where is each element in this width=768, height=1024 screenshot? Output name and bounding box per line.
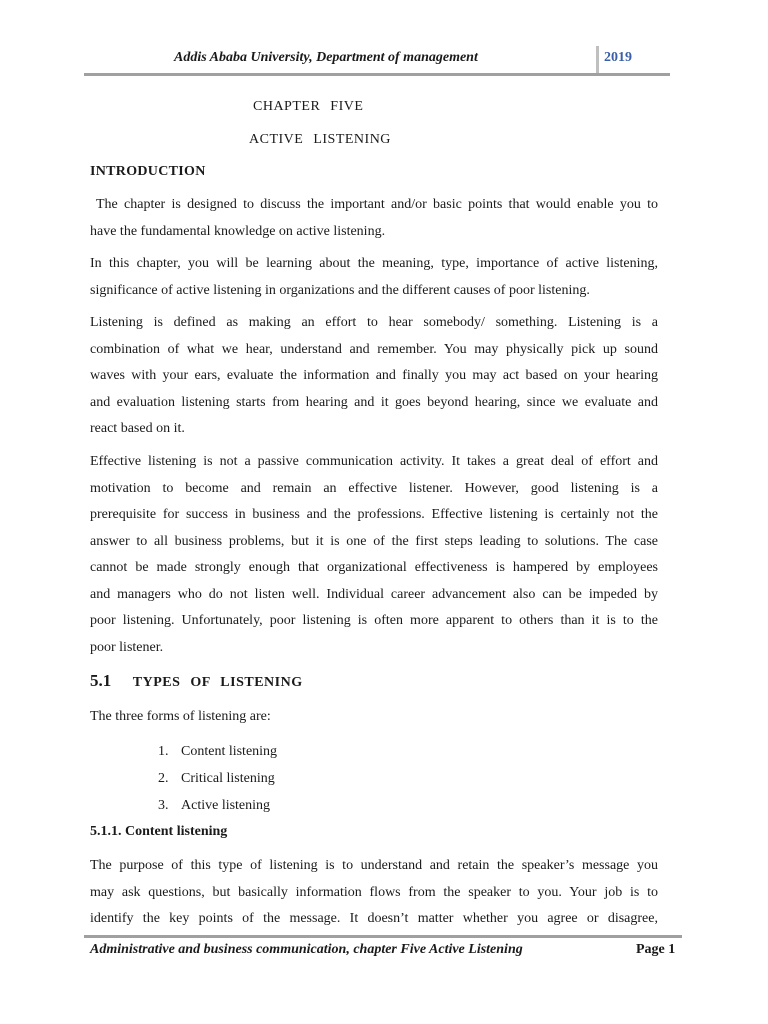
paragraph-line: poor listening. Unfortunately, poor listening is often more apparent to others than it is to the [90, 613, 658, 628]
list-item [158, 738, 277, 765]
section-title: TYPES OF LISTENING [132, 675, 303, 690]
paragraph [90, 853, 658, 933]
footer-rule [84, 935, 682, 938]
page-number: Page 1 [636, 942, 676, 957]
section-intro: The three forms of listening are: [90, 709, 271, 724]
paragraph-line: identify the key points of the message. It doesn’t matter whether you agree or disagree, [90, 911, 658, 926]
list-label: Content listening [181, 744, 278, 759]
chapter-title: CHAPTER FIVE [253, 99, 364, 114]
paragraph-line: The chapter is designed to discuss the important and/or basic points that would enable you to [90, 197, 658, 212]
paragraph [90, 310, 658, 443]
list-number: 3. [158, 798, 169, 813]
list-label: Active listening [181, 798, 271, 813]
paragraph-line: significance of active listening in organizations and the different causes of poor listening. [90, 282, 590, 298]
header-divider [596, 46, 599, 74]
paragraph-line: The purpose of this type of listening is to understand and retain the speaker’s message you [90, 858, 658, 873]
paragraph-line: Effective listening is not a passive communication activity. It takes a great deal of effort and [90, 454, 658, 469]
header-year: 2019 [604, 50, 632, 65]
list-item [158, 792, 277, 819]
paragraph-line: prerequisite for success in business and the professions. Effective listening is certainly not the [90, 507, 658, 522]
chapter-subtitle: ACTIVE LISTENING [249, 132, 391, 147]
paragraph-line: and evaluation listening starts from hearing and it goes beyond hearing, since we evaluate and [90, 394, 658, 410]
subsection-heading: 5.1.1. Content listening [90, 824, 228, 839]
paragraph-line: poor listener. [90, 639, 164, 655]
paragraph-line: and managers who do not listen well. Individual career advancement also can be impeded by [90, 586, 658, 602]
paragraph [90, 449, 658, 661]
paragraph-line: combination of what we hear, understand and remember. You may physically pick up sound [90, 341, 658, 357]
section-number: 5.1 [90, 671, 112, 690]
introduction-heading: INTRODUCTION [90, 164, 206, 179]
paragraph-line: In this chapter, you will be learning about the meaning, type, importance of active listening, [90, 256, 658, 271]
header-rule [84, 73, 670, 76]
section-heading [90, 671, 303, 691]
paragraph-line: react based on it. [90, 421, 185, 436]
paragraph-line: cannot be made strongly enough that organizational effectiveness is hampered by employees [90, 560, 658, 575]
list-number: 2. [158, 771, 169, 786]
paragraph-line: may ask questions, but basically information flows from the speaker to you. Your job is to [90, 884, 658, 900]
list-label: Critical listening [181, 771, 275, 786]
paragraph-line: motivation to become and remain an effective listener. However, good listening is a [90, 480, 658, 496]
paragraph-line: answer to all business problems, but it is one of the first steps leading to solutions. The case [90, 533, 658, 549]
paragraph-line: have the fundamental knowledge on active listening. [90, 223, 386, 239]
paragraph-line: waves with your ears, evaluate the information and finally you may act based on your hearing [90, 368, 658, 383]
footer-text: Administrative and business communication, chapter Five Active Listening [90, 942, 523, 957]
paragraph [90, 251, 658, 304]
listening-types-list [158, 738, 277, 819]
paragraph-line: Listening is defined as making an effort to hear somebody/ something. Listening is a [90, 315, 658, 330]
list-number: 1. [158, 744, 169, 759]
list-item [158, 765, 277, 792]
header-institution: Addis Ababa University, Department of management [174, 50, 478, 65]
paragraph [90, 192, 658, 245]
